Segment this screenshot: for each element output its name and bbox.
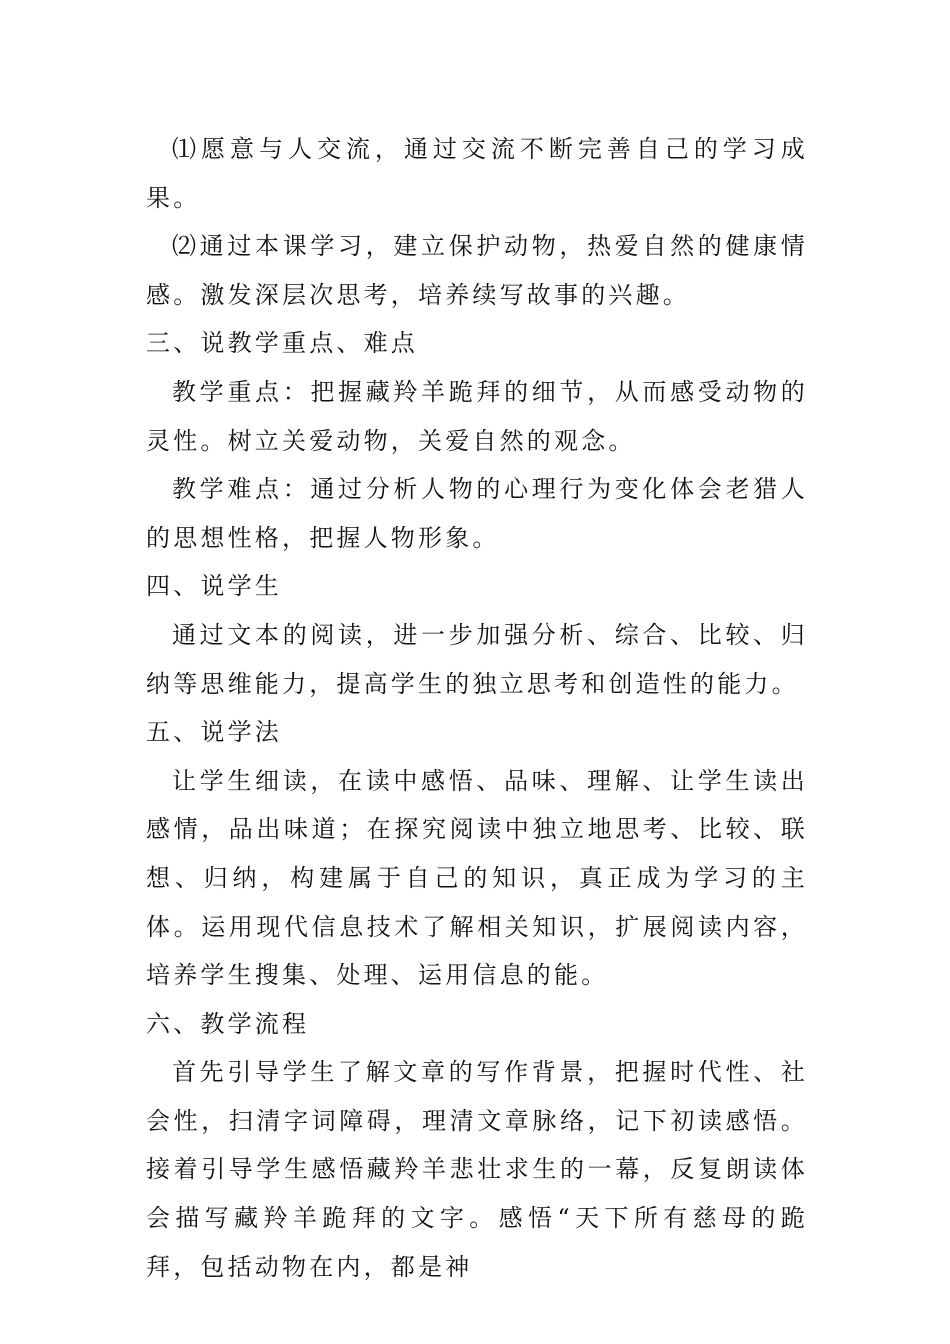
document-page <box>146 125 808 1291</box>
heading-teaching-process: 六、教学流程 <box>146 1009 310 1038</box>
objective-1: ⑴愿意与人交流，通过交流不断完善自己的学习成果。 <box>146 135 808 212</box>
heading-key-points: 三、说教学重点、难点 <box>146 329 418 358</box>
students-text: 通过文本的阅读，进一步加强分析、综合、比较、归纳等思维能力，提高学生的独立思考和创造性的能力。 <box>146 620 808 698</box>
teaching-key-point: 教学重点：把握藏羚羊跪拜的细节，从而感受动物的灵性。树立关爱动物，关爱自然的观念。 <box>146 377 808 455</box>
heading-students: 四、说学生 <box>146 572 282 601</box>
objective-2: ⑵通过本课学习，建立保护动物，热爱自然的健康情感。激发深层次思考，培养续写故事的兴趣。 <box>146 232 808 309</box>
teaching-difficulty: 教学难点：通过分析人物的心理行为变化体会老猎人的思想性格，把握人物形象。 <box>146 475 808 552</box>
learning-method-text: 让学生细读，在读中感悟、品味、理解、让学生读出感情，品出味道；在探究阅读中独立地思考、比较、联想、归纳，构建属于自己的知识，真正成为学习的主体。运用现代信息技术了解相关知识，扩展阅读内容，培养学生搜集、处理、运用信息的能。 <box>146 766 808 990</box>
teaching-process-text: 首先引导学生了解文章的写作背景，把握时代性、社会性，扫清字词障碍，理清文章脉络，记下初读感悟。接着引导学生感悟藏羚羊悲壮求生的一幕，反复朗读体会描写藏羚羊跪拜的文字。感悟“天下所有慈母的跪拜，包括动物在内，都是神 <box>146 1058 808 1281</box>
heading-learning-method: 五、说学法 <box>146 718 282 747</box>
